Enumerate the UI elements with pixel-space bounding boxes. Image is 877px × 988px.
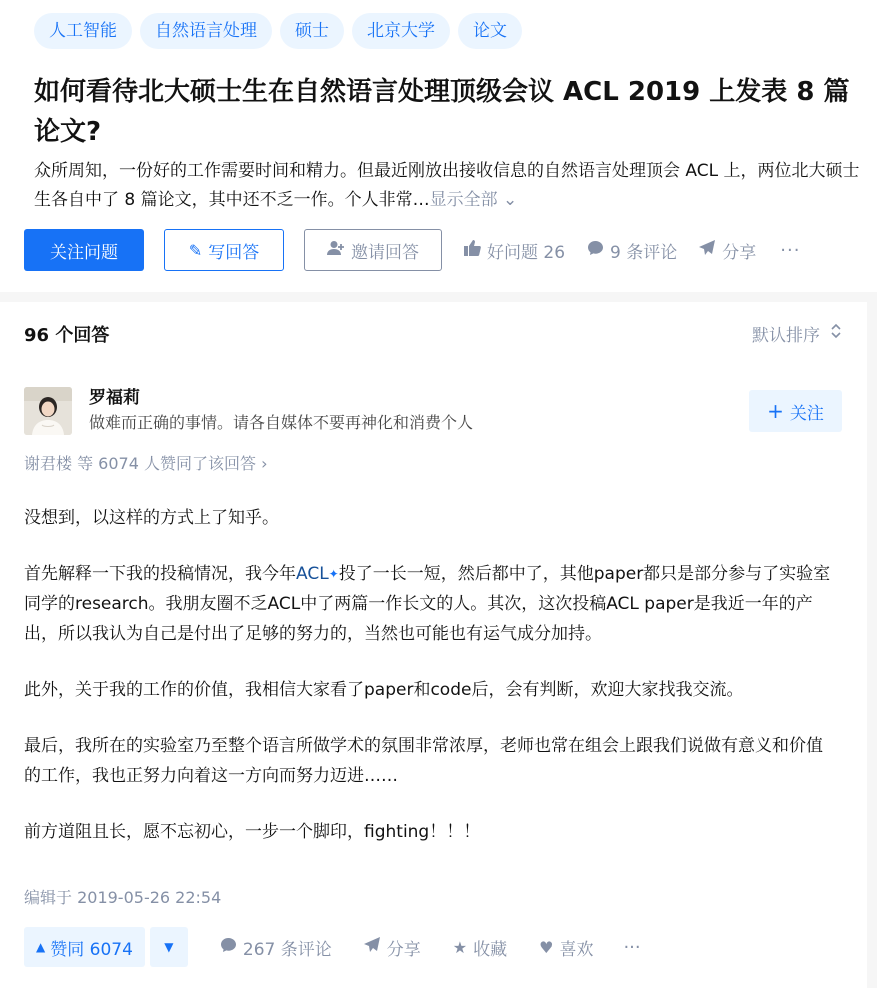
star-icon: ★ bbox=[452, 937, 468, 957]
answer-paragraph bbox=[24, 559, 836, 649]
question-description bbox=[34, 157, 870, 215]
author-name[interactable]: 罗福莉 bbox=[89, 388, 140, 408]
page-gutter bbox=[867, 302, 877, 988]
share-icon bbox=[364, 937, 381, 957]
topic-tag[interactable]: 人工智能 bbox=[34, 13, 132, 49]
question-comments-button[interactable] bbox=[587, 238, 677, 263]
edited-time[interactable]: 编辑于 2019-05-26 22:54 bbox=[24, 888, 222, 907]
answer-paragraph: 前方道阻且长，愿不忘初心，一步一个脚印，fighting！！！ bbox=[24, 822, 481, 842]
question-actions bbox=[24, 229, 800, 271]
thumb-up-icon bbox=[464, 240, 481, 260]
show-all-link[interactable] bbox=[430, 190, 518, 210]
topic-tag[interactable]: 自然语言处理 bbox=[140, 13, 272, 49]
answers-header bbox=[24, 322, 842, 350]
good-question-label: 好问题 26 bbox=[487, 242, 566, 263]
follow-question-button[interactable] bbox=[24, 229, 144, 271]
answer-card bbox=[0, 302, 867, 988]
upvote-label: 赞同 6074 bbox=[50, 939, 133, 960]
answer-paragraph: 此外，关于我的工作的价值，我相信大家看了paper和code后，会有判断，欢迎大家找我交流。 bbox=[24, 680, 744, 700]
answer-count: 96 个回答 bbox=[24, 325, 110, 346]
triangle-down-icon: ▼ bbox=[164, 940, 174, 954]
chevron-right-icon: › bbox=[261, 454, 268, 473]
answer-paragraph: 没想到，以这样的方式上了知乎。 bbox=[24, 508, 279, 528]
answer-paragraph: 最后，我所在的实验室乃至整个语言所做学术的氛围非常浓厚，老师也常在组会上跟我们说做有意义和价值的工作，我也正努力向着这一方向而努力迈进…… bbox=[24, 736, 823, 786]
like-button[interactable] bbox=[539, 935, 593, 960]
voters-text: 谢君楼 等 6074 人赞同了该回答 bbox=[24, 454, 256, 473]
follow-question-label: 关注问题 bbox=[50, 242, 118, 263]
downvote-button[interactable] bbox=[150, 927, 188, 967]
answer-comments-label: 267 条评论 bbox=[242, 939, 332, 960]
heart-icon: ♥ bbox=[539, 937, 554, 957]
plus-icon: + bbox=[767, 399, 784, 423]
collect-button[interactable] bbox=[453, 935, 507, 960]
author-bio: 做难而正确的事情。请各自媒体不要再神化和消费个人 bbox=[89, 413, 474, 432]
answer-share-button[interactable] bbox=[364, 935, 421, 960]
question-share-button[interactable] bbox=[699, 238, 756, 263]
question-description-text: 众所周知，一份好的工作需要时间和精力。但最近刚放出接收信息的自然语言处理顶会 ACL 上，两位北大硕士生各自中了 8 篇论文，其中还不乏一作。个人非常… bbox=[34, 161, 860, 210]
acl-link[interactable] bbox=[296, 564, 339, 584]
avatar[interactable] bbox=[24, 387, 72, 435]
topic-tag[interactable]: 论文 bbox=[458, 13, 522, 49]
collect-label: 收藏 bbox=[473, 939, 508, 960]
like-label: 喜欢 bbox=[559, 939, 594, 960]
upvote-button[interactable] bbox=[24, 927, 145, 967]
comment-icon bbox=[587, 240, 604, 260]
follow-author-label: 关注 bbox=[789, 403, 824, 424]
follow-author-button[interactable] bbox=[749, 390, 842, 432]
question-share-label: 分享 bbox=[722, 242, 757, 263]
share-icon bbox=[699, 240, 716, 260]
chevron-down-icon: ⌄ bbox=[503, 190, 518, 210]
acl-link-text: ACL bbox=[296, 564, 329, 584]
add-user-icon bbox=[327, 240, 345, 260]
sparkle-icon: ✦ bbox=[328, 567, 339, 581]
good-question-button[interactable] bbox=[464, 238, 565, 263]
answer-share-label: 分享 bbox=[386, 939, 421, 960]
show-all-label: 显示全部 bbox=[429, 190, 498, 210]
question-header bbox=[0, 0, 877, 292]
topic-tags bbox=[34, 13, 522, 49]
sort-icon bbox=[830, 322, 842, 350]
invite-answer-button[interactable] bbox=[304, 229, 442, 271]
write-answer-label: 写回答 bbox=[208, 242, 260, 263]
more-icon[interactable]: ··· bbox=[623, 936, 641, 958]
write-answer-button[interactable] bbox=[164, 229, 284, 271]
invite-answer-label: 邀请回答 bbox=[351, 242, 419, 263]
pencil-icon: ✎ bbox=[188, 240, 203, 260]
answer-author bbox=[24, 387, 842, 437]
topic-tag[interactable]: 硕士 bbox=[280, 13, 344, 49]
answer-content bbox=[24, 503, 836, 847]
answer-text: 首先解释一下我的投稿情况，我今年 bbox=[24, 564, 296, 584]
voters-link[interactable] bbox=[24, 452, 267, 476]
question-title[interactable]: 如何看待北大硕士生在自然语言处理顶级会议 ACL 2019 上发表 8 篇论文? bbox=[34, 77, 850, 147]
answer-text: 投了一长一短，然后都中了，其他paper都只是部分参与了实验室同学的research。我朋友圈不乏ACL中了两篇一作长文的人。其次，这次投稿ACL paper是我近一年的产出，所以我认为自己是付出了足够的努力的，当然也可能也有运气成分加持。 bbox=[24, 564, 831, 644]
topic-tag[interactable]: 北京大学 bbox=[352, 13, 450, 49]
answer-comments-button[interactable] bbox=[220, 935, 332, 960]
triangle-up-icon: ▲ bbox=[36, 940, 46, 954]
sort-label: 默认排序 bbox=[752, 326, 820, 346]
comment-icon bbox=[220, 937, 237, 957]
more-icon[interactable]: ··· bbox=[780, 239, 801, 261]
sort-dropdown[interactable] bbox=[752, 322, 842, 350]
question-comments-label: 9 条评论 bbox=[610, 242, 678, 263]
answer-actions bbox=[24, 926, 641, 968]
